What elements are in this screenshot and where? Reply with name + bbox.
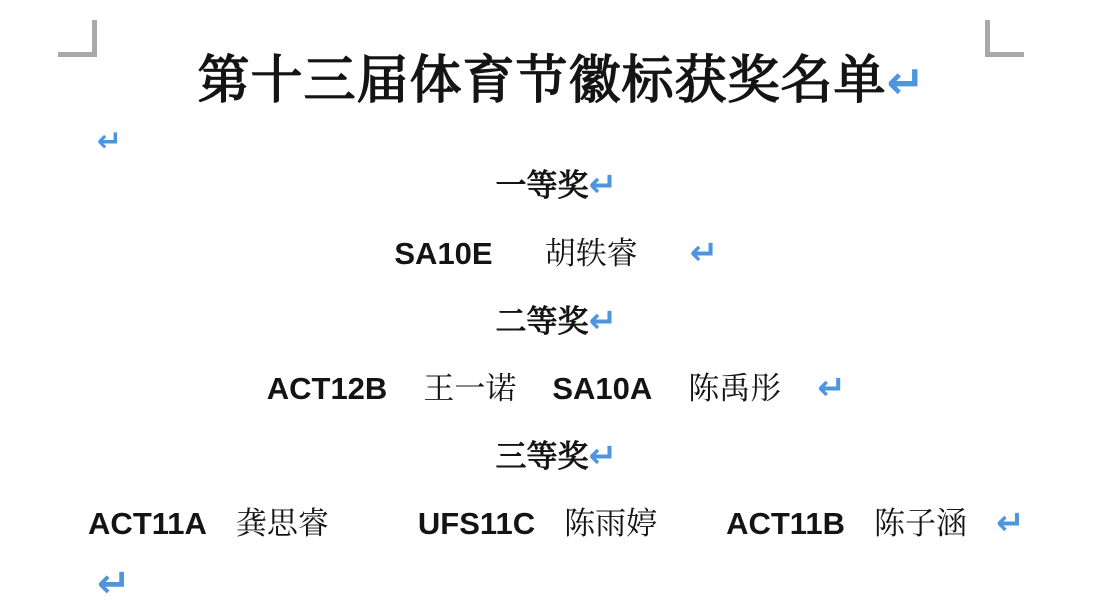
paragraph-mark-icon: ↵ <box>817 368 846 408</box>
empty-paragraph-line <box>97 124 987 159</box>
prize-heading-third <box>97 436 987 476</box>
winner-name: 陈雨婷 <box>564 506 658 541</box>
title-line <box>97 53 987 110</box>
winner-name: 胡轶睿 <box>544 236 638 271</box>
paragraph-mark-icon: ↵ <box>886 55 927 109</box>
document-title: 第十三届体育节徽标获奖名单 <box>197 53 887 110</box>
prize-heading-label: 二等奖 <box>495 304 589 339</box>
winner-name: 王一诺 <box>423 371 517 406</box>
prize-heading-label: 三等奖 <box>495 439 589 474</box>
winner-name: 陈子涵 <box>873 506 967 541</box>
paragraph-mark-icon: ↵ <box>97 561 131 607</box>
paragraph-mark-icon: ↵ <box>97 124 123 159</box>
prize-heading-second <box>97 301 987 341</box>
winner-class: SA10A <box>552 371 653 406</box>
winner-class: UFS11C <box>417 506 536 541</box>
prize-heading-first <box>97 165 987 205</box>
margin-crop-mark-top-right <box>985 20 1024 57</box>
trailing-paragraph-line <box>97 561 987 607</box>
winner-class: ACT12B <box>266 371 388 406</box>
winner-class: ACT11A <box>88 506 207 541</box>
margin-crop-mark-top-left <box>58 20 97 57</box>
paragraph-mark-icon: ↵ <box>588 436 617 476</box>
winner-row-second <box>97 368 987 408</box>
prize-heading-label: 一等奖 <box>495 168 589 203</box>
winner-class: SA10E <box>394 236 493 271</box>
paragraph-mark-icon: ↵ <box>588 165 617 205</box>
winner-class: ACT11B <box>726 506 845 541</box>
winner-name: 陈禹彤 <box>688 371 782 406</box>
paragraph-mark-icon: ↵ <box>588 301 617 341</box>
paragraph-mark-icon: ↵ <box>995 503 1025 543</box>
paragraph-mark-icon: ↵ <box>689 233 719 273</box>
winner-row-first <box>97 233 987 273</box>
winner-row-third <box>88 503 1025 543</box>
winner-name: 龚思睿 <box>235 506 329 541</box>
